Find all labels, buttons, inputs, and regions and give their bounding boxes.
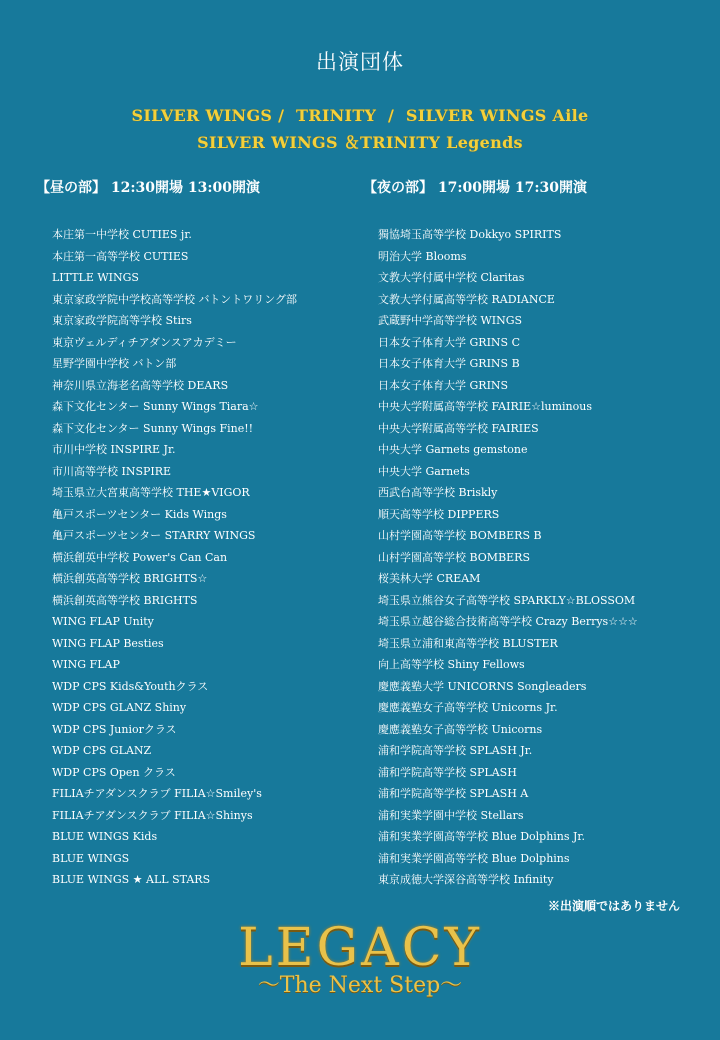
performer-item: FILIAチアダンスクラブ FILIA☆Smiley's xyxy=(52,787,262,800)
performer-item: 浦和実業学園中学校 Stellars xyxy=(378,808,524,822)
headliners-line-1: SILVER WINGS / TRINITY / SILVER WINGS Aile xyxy=(131,106,589,125)
performer-item: 神奈川県立海老名高等学校 DEARS xyxy=(52,378,229,392)
performer-item: 森下文化センター Sunny Wings Tiara☆ xyxy=(52,400,259,413)
performer-item: 獨協埼玉高等学校 Dokkyo SPIRITS xyxy=(378,228,562,241)
performer-item: 順天高等学校 DIPPERS xyxy=(378,507,500,521)
performer-item: 武蔵野中学高等学校 WINGS xyxy=(378,314,523,327)
performer-item: 埼玉県立大宮東高等学校 THE★VIGOR xyxy=(52,486,250,499)
performer-item: WING FLAP Unity xyxy=(52,615,154,628)
performer-item: 星野学園中学校 バトン部 xyxy=(52,357,177,370)
performer-item: 慶應義塾女子高等学校 Unicorns Jr. xyxy=(378,701,558,714)
performer-item: BLUE WINGS ★ ALL STARS xyxy=(52,873,211,886)
performer-item: BLUE WINGS xyxy=(52,851,130,865)
performer-item: 山村学園高等学校 BOMBERS xyxy=(378,550,530,564)
performer-item: 横浜創英高等学校 BRIGHTS xyxy=(52,593,198,607)
performer-item: 浦和実業学園高等学校 Blue Dolphins Jr. xyxy=(378,830,585,843)
legacy-logo xyxy=(0,918,720,998)
logo-subtitle: 〜The Next Step〜 xyxy=(257,973,463,998)
performer-item: WDP CPS GLANZ xyxy=(52,744,152,757)
performer-item: 慶應義塾女子高等学校 Unicorns xyxy=(378,722,543,736)
night-session-header: 【夜の部】 17:00開場 17:30開演 xyxy=(363,180,588,196)
performer-item: 本庄第一中学校 CUTIES jr. xyxy=(52,228,192,241)
night-performer-list xyxy=(378,224,708,891)
performer-item: 中央大学 Garnets gemstone xyxy=(378,443,528,456)
performer-item: 浦和学院高等学校 SPLASH A xyxy=(378,787,529,800)
performer-item: 本庄第一高等学校 CUTIES xyxy=(52,249,189,263)
performer-item: 浦和学院高等学校 SPLASH Jr. xyxy=(378,744,533,757)
performer-item: 東京成徳大学深谷高等学校 Infinity xyxy=(378,873,554,886)
performer-item: 横浜創英中学校 Power's Can Can xyxy=(52,550,228,564)
performer-item: 中央大学 Garnets xyxy=(378,464,470,478)
performer-item: LITTLE WINGS xyxy=(52,271,139,284)
page-title: 出演団体 xyxy=(316,50,404,74)
performer-item: 亀戸スポーツセンター Kids Wings xyxy=(52,507,227,521)
performer-item: 向上高等学校 Shiny Fellows xyxy=(378,658,525,671)
performer-item: WDP CPS Juniorクラス xyxy=(52,722,177,736)
performer-item: 市川高等学校 INSPIRE xyxy=(52,464,172,478)
performer-item: 森下文化センター Sunny Wings Fine!! xyxy=(52,421,254,435)
performer-item: 浦和実業学園高等学校 Blue Dolphins xyxy=(378,851,570,865)
performer-item: 浦和学院高等学校 SPLASH xyxy=(378,765,517,779)
performer-item: 日本女子体育大学 GRINS C xyxy=(378,335,520,349)
performer-item: 日本女子体育大学 GRINS xyxy=(378,378,509,392)
logo-title: LEGACY xyxy=(238,918,482,978)
performer-item: 亀戸スポーツセンター STARRY WINGS xyxy=(52,529,256,542)
performer-item: 桜美林大学 CREAM xyxy=(378,572,481,585)
performer-item: 中央大学附属高等学校 FAIRIE☆luminous xyxy=(378,400,592,413)
performer-item: 中央大学附属高等学校 FAIRIES xyxy=(378,421,539,435)
day-performer-list xyxy=(52,224,352,891)
performer-item: 埼玉県立熊谷女子高等学校 SPARKLY☆BLOSSOM xyxy=(378,593,636,607)
headliners-line-2: SILVER WINGS ＆TRINITY Legends xyxy=(197,133,523,152)
performer-item: 東京家政学院高等学校 Stirs xyxy=(52,314,192,327)
performer-item: 市川中学校 INSPIRE Jr. xyxy=(52,443,176,456)
performer-item: 慶應義塾大学 UNICORNS Songleaders xyxy=(378,679,587,693)
performer-item: 文教大学付属高等学校 RADIANCE xyxy=(378,292,555,306)
performer-item: WDP CPS Open クラス xyxy=(52,765,176,779)
performer-item: 東京家政学院中学校高等学校 バトントワリング部 xyxy=(52,292,298,306)
performer-item: WDP CPS GLANZ Shiny xyxy=(52,701,187,714)
performer-item: 埼玉県立浦和東高等学校 BLUSTER xyxy=(378,636,558,650)
performer-item: 西武台高等学校 Briskly xyxy=(378,486,498,499)
performer-item: 日本女子体育大学 GRINS B xyxy=(378,357,520,370)
performer-item: 東京ヴェルディチアダンスアカデミー xyxy=(52,335,237,349)
order-note: ※出演順ではありません xyxy=(547,899,680,913)
performer-item: BLUE WINGS Kids xyxy=(52,830,158,843)
performer-item: 埼玉県立越谷総合技術高等学校 Crazy Berrys☆☆☆ xyxy=(378,615,638,628)
performer-item: WING FLAP Besties xyxy=(52,636,164,650)
performer-item: 山村学園高等学校 BOMBERS B xyxy=(378,529,542,542)
performer-item: WDP CPS Kids&Youthクラス xyxy=(52,679,209,693)
day-session-header: 【昼の部】 12:30開場 13:00開演 xyxy=(36,180,261,196)
performer-item: 横浜創英高等学校 BRIGHTS☆ xyxy=(52,572,208,585)
performer-item: WING FLAP xyxy=(52,658,120,671)
performer-item: 文教大学付属中学校 Claritas xyxy=(378,271,525,284)
performer-item: FILIAチアダンスクラブ FILIA☆Shinys xyxy=(52,808,253,822)
performer-item: 明治大学 Blooms xyxy=(378,249,467,263)
